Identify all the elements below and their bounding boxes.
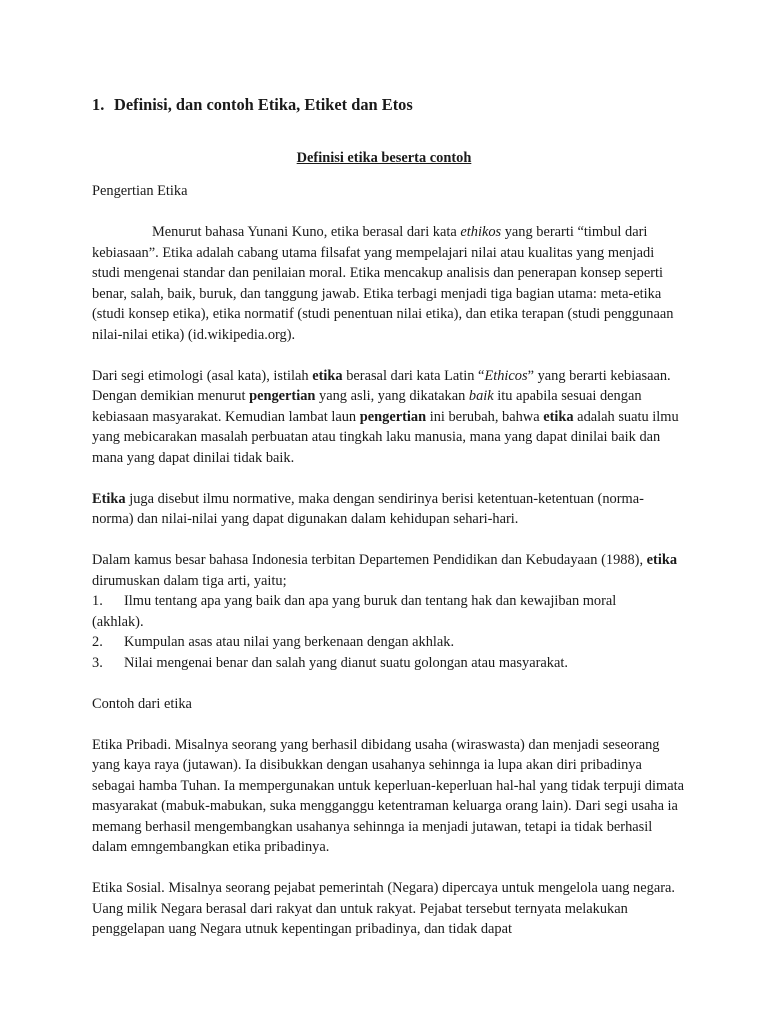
list-text: Kumpulan asas atau nilai yang berkenaan dengan akhlak. — [124, 634, 455, 650]
heading-text: Definisi, dan contoh Etika, Etiket dan Etos — [114, 95, 413, 114]
section-title-contoh: Contoh dari etika — [92, 695, 192, 712]
paragraph-etymology: Dari segi etimologi (asal kata), istilah etika berasal dari kata Latin “Ethicos” yang berarti kebiasaan. Dengan demikian menurut pengertian yang asli, yang dikatakan baik itu apabila sesuai dengan kebiasaan masyarakat. Kemudian lambat laun pengertian ini berubah, bahwa etika adalah suatu ilmu yang mebicarakan masalah perbuatan atau tingkah laku manusia, mana yang dapat dinilai baik dan mana yang dapat dinilai tidak baik. — [92, 367, 679, 466]
list-text-continuation: (akhlak). — [92, 613, 144, 630]
paragraph-normative: Etika juga disebut ilmu normative, maka dengan sendirinya berisi ketentuan-ketentuan (norma-norma) dan nilai-nilai yang dapat digunakan dalam kehidupan sehari-hari. — [92, 490, 644, 527]
paragraph-definition: Menurut bahasa Yunani Kuno, etika berasal dari kata ethikos yang berarti “timbul dari kebiasaan”. Etika adalah cabang utama filsafat yang mempelajari nilai atau kualitas yang menjadi studi mengenai standar dan penilaian moral. Etika mencakup analisis dan penerapan konsep seperti benar, salah, baik, buruk, dan tanggung jawab. Etika terbagi menjadi tiga bagian utama: meta-etika (studi konsep etika), etika normatif (studi penentuan nilai etika), dan etika terapan (studi penggunaan nilai-nilai etika) (id.wikipedia.org). — [92, 224, 674, 343]
paragraph-personal-ethics: Etika Pribadi. Misalnya seorang yang berhasil dibidang usaha (wiraswasta) dan menjadi seseorang yang kaya raya (jutawan). Ia disibukkan dengan usahanya sehinnga ia lupa akan diri pribadinya sebagai hamba Tuhan. Ia mempergunakan untuk keperluan-keperluan hal-hal yang tidak terpuji dimata masyarakat (mabuk-mabukan, suka mengganggu ketentraman keluarga orang lain). Dari segi usaha ia memang berhasil mengembangkan usahanya sehinnga ia menjadi jutawan, tetapi ia tidak berhasil dalam emngembangkan etika pribadinya. — [92, 736, 684, 855]
section-subheading: Definisi etika beserta contoh — [296, 150, 472, 166]
heading-number: 1. — [92, 95, 105, 114]
list-number: 2. — [92, 634, 103, 650]
list-item — [92, 591, 684, 612]
document-body — [92, 181, 684, 940]
list-item — [92, 653, 684, 674]
kbbi-definition-block — [92, 550, 684, 673]
section-title-pengertian: Pengertian Etika — [92, 183, 188, 199]
list-number: 3. — [92, 654, 103, 671]
paragraph-social-ethics: Etika Sosial. Misalnya seorang pejabat pemerintah (Negara) dipercaya untuk mengelola uang negara. Uang milik Negara berasal dari rakyat dan untuk rakyat. Pejabat tersebut ternyata melakukan penggelapan uang Negara utnuk kepentingan pribadinya, dan tidak dapat — [92, 880, 675, 937]
list-text: Nilai mengenai benar dan salah yang dianut suatu golongan atau masyarakat. — [124, 654, 568, 671]
list-item — [92, 632, 684, 653]
document-heading — [92, 94, 413, 116]
paragraph-kbbi: Dalam kamus besar bahasa Indonesia terbitan Departemen Pendidikan dan Kebudayaan (1988), etika dirumuskan dalam tiga arti, yaitu; — [92, 552, 678, 589]
list-text: Ilmu tentang apa yang baik dan apa yang buruk dan tentang hak dan kewajiban moral — [124, 593, 617, 609]
list-number: 1. — [92, 593, 103, 609]
